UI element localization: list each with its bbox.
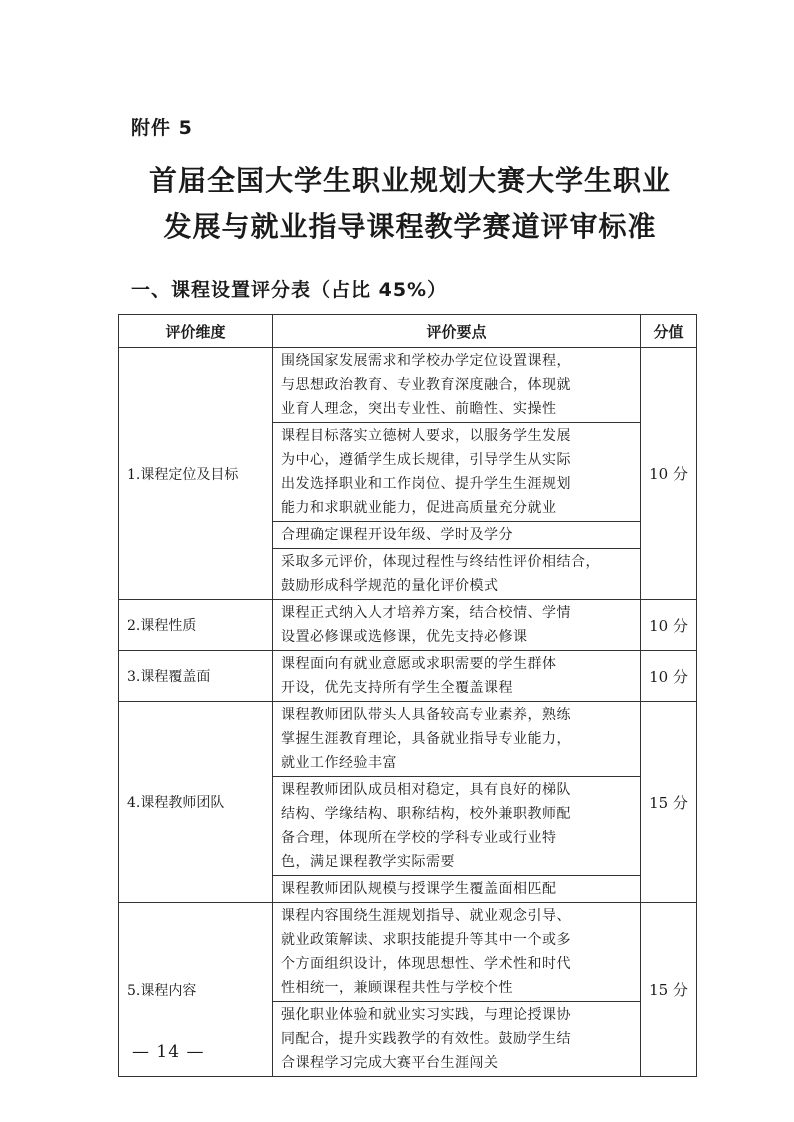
table-row: [119, 348, 697, 423]
table-row: [119, 600, 697, 651]
evaluation-point-line: 业育人理念，突出专业性、前瞻性、实操性: [281, 401, 557, 417]
evaluation-point-cell: [273, 651, 641, 702]
evaluation-point-line: 强化职业体验和就业实习实践，与理论授课协: [281, 1007, 571, 1023]
evaluation-point-cell: [273, 522, 641, 549]
evaluation-point-line: 出发选择职业和工作岗位、提升学生生涯规划: [281, 476, 571, 492]
table-body: [119, 348, 697, 1077]
evaluation-point-line: 课程面向有就业意愿或求职需要的学生群体: [281, 656, 557, 672]
evaluation-point-line: 能力和求职就业能力，促进高质量充分就业: [281, 500, 557, 516]
evaluation-point-line: 个方面组织设计，体现思想性、学术性和时代: [281, 956, 571, 972]
scoring-table: [118, 314, 697, 1077]
evaluation-point-line: 课程内容围绕生涯规划指导、就业观念引导、: [281, 908, 571, 924]
evaluation-point-line: 为中心，遵循学生成长规律，引导学生从实际: [281, 452, 571, 468]
dimension-cell: 2.课程性质: [119, 600, 273, 651]
evaluation-point-line: 合理确定课程开设年级、学时及学分: [281, 527, 513, 543]
evaluation-point-line: 课程教师团队带头人具备较高专业素养，熟练: [281, 707, 571, 723]
evaluation-point-cell: [273, 549, 641, 600]
evaluation-point-cell: [273, 777, 641, 876]
column-header-points: 评价要点: [273, 315, 641, 348]
evaluation-point-line: 备合理，体现所在学校的学科专业或行业特: [281, 830, 557, 846]
evaluation-point-line: 课程教师团队规模与授课学生覆盖面相匹配: [281, 881, 557, 897]
evaluation-point-line: 开设，优先支持所有学生全覆盖课程: [281, 680, 513, 696]
evaluation-point-line: 课程教师团队成员相对稳定，具有良好的梯队: [281, 782, 571, 798]
evaluation-point-line: 就业政策解读、求职技能提升等其中一个或多: [281, 932, 571, 948]
evaluation-point-line: 就业工作经验丰富: [281, 755, 397, 771]
evaluation-point-cell: [273, 903, 641, 1002]
column-header-dimension: 评价维度: [119, 315, 273, 348]
dimension-cell: 1.课程定位及目标: [119, 348, 273, 600]
table-row: [119, 651, 697, 702]
table-row: [119, 702, 697, 777]
score-cell: 10 分: [641, 348, 697, 600]
evaluation-point-cell: [273, 702, 641, 777]
evaluation-point-line: 鼓励形成科学规范的量化评价模式: [281, 578, 499, 594]
evaluation-point-cell: [273, 876, 641, 903]
evaluation-point-line: 结构、学缘结构、职称结构，校外兼职教师配: [281, 806, 571, 822]
evaluation-point-line: 课程目标落实立德树人要求，以服务学生发展: [281, 428, 571, 444]
evaluation-point-cell: [273, 423, 641, 522]
score-cell: 10 分: [641, 651, 697, 702]
attachment-label: 附件 5: [131, 117, 193, 139]
table-header-row: [119, 315, 697, 348]
section-title: 一、课程设置评分表（占比 45%）: [131, 279, 448, 301]
dimension-cell: 3.课程覆盖面: [119, 651, 273, 702]
evaluation-point-line: 合课程学习完成大赛平台生涯闯关: [281, 1055, 499, 1071]
evaluation-point-line: 性相统一，兼顾课程共性与学校个性: [281, 980, 513, 996]
dimension-cell: 5.课程内容: [119, 903, 273, 1077]
evaluation-point-line: 设置必修课或选修课，优先支持必修课: [281, 629, 528, 645]
table-row: [119, 903, 697, 1002]
evaluation-point-cell: [273, 1002, 641, 1077]
evaluation-point-line: 采取多元评价，体现过程性与终结性评价相结合，: [281, 554, 600, 570]
document-title-line-1: 首届全国大学生职业规划大赛大学生职业: [148, 164, 671, 197]
evaluation-point-line: 与思想政治教育、专业教育深度融合，体现就: [281, 377, 571, 393]
evaluation-point-line: 色，满足课程教学实际需要: [281, 854, 455, 870]
evaluation-point-line: 围绕国家发展需求和学校办学定位设置课程，: [281, 353, 571, 369]
evaluation-point-cell: [273, 348, 641, 423]
evaluation-point-line: 同配合，提升实践教学的有效性。鼓励学生结: [281, 1031, 571, 1047]
document-title-line-2: 发展与就业指导课程教学赛道评审标准: [163, 210, 657, 243]
score-cell: 10 分: [641, 600, 697, 651]
evaluation-point-cell: [273, 600, 641, 651]
evaluation-point-line: 课程正式纳入人才培养方案，结合校情、学情: [281, 605, 571, 621]
column-header-score: 分值: [641, 315, 697, 348]
evaluation-point-line: 掌握生涯教育理论，具备就业指导专业能力，: [281, 731, 571, 747]
score-cell: 15 分: [641, 903, 697, 1077]
page-number: — 14 —: [132, 1042, 205, 1062]
score-cell: 15 分: [641, 702, 697, 903]
dimension-cell: 4.课程教师团队: [119, 702, 273, 903]
